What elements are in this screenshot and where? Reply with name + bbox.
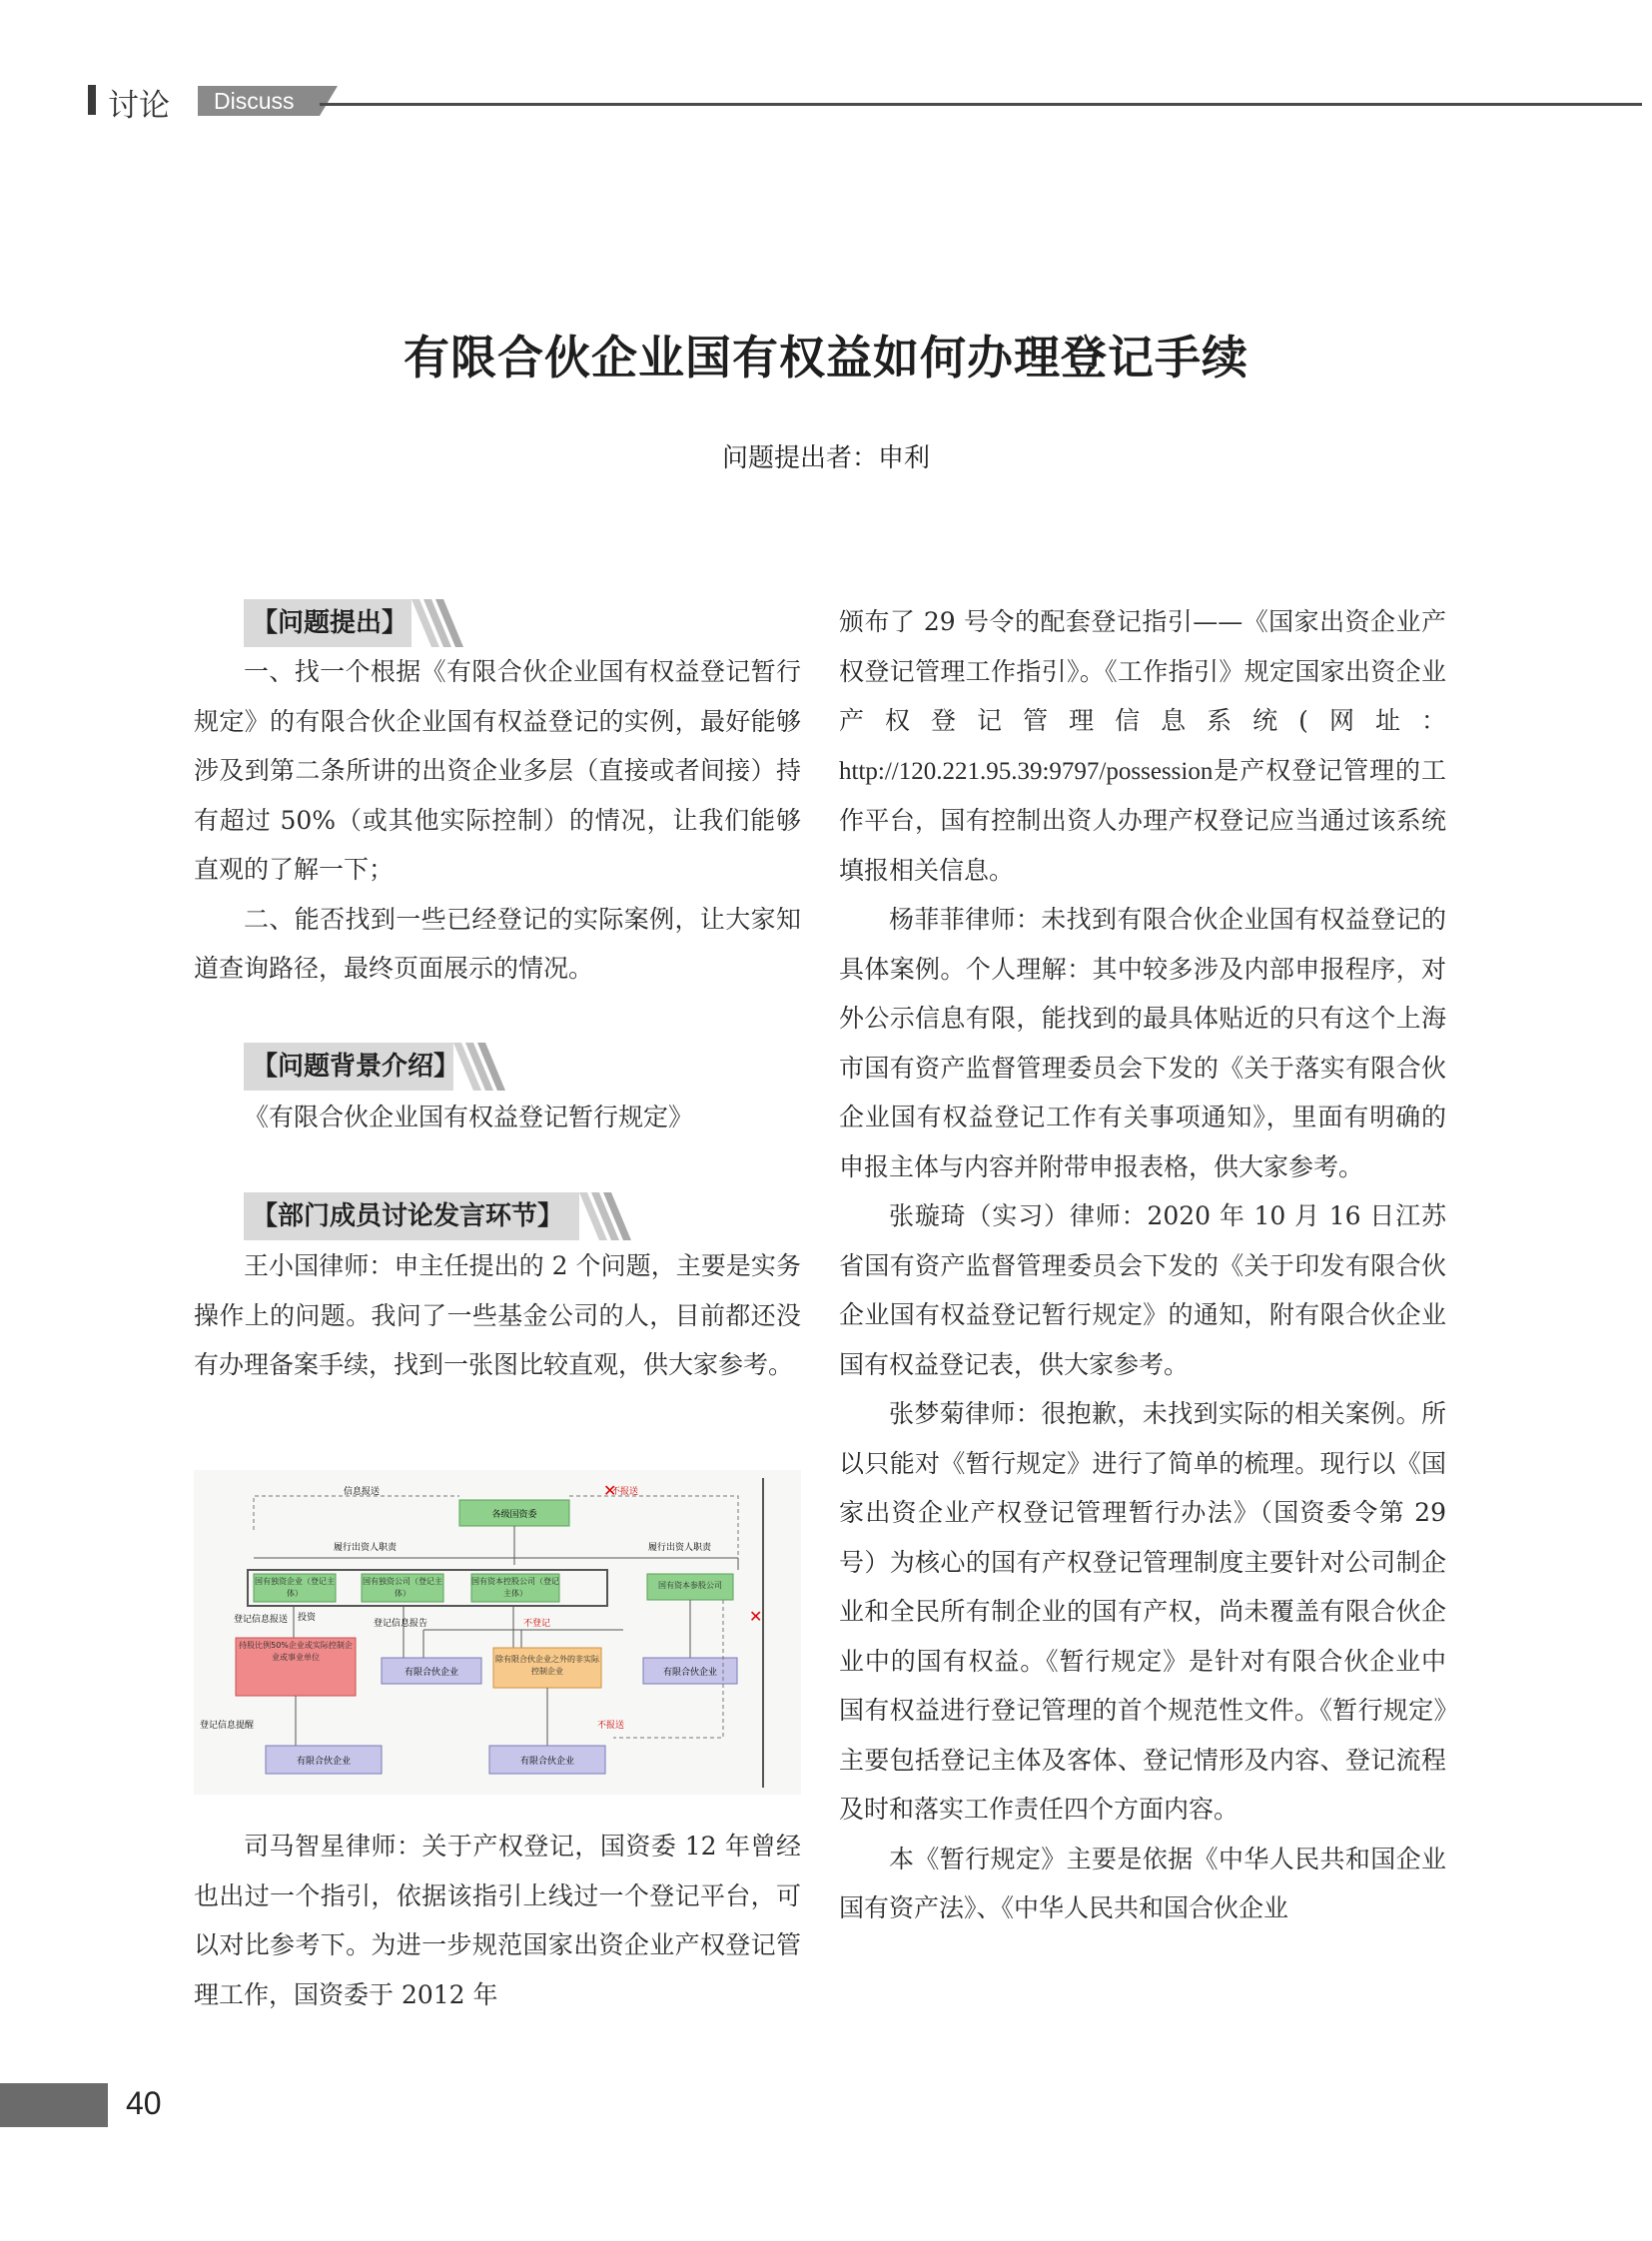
system-url: http://120.221.95.39:9797/possession [839,757,1214,785]
cross-icon: ✕ [603,1481,617,1500]
invest-node-a: 国有独资企业（登记主体） [255,1577,335,1598]
left-column-discussion [194,1241,801,1390]
section-heading-discussion: 【部门成员讨论发言环节】 [252,1201,564,1231]
section-label: 讨论 [108,88,170,124]
page-number: 40 [126,2085,162,2121]
header-rule [320,103,1642,106]
cross-icon: ✕ [749,1607,763,1626]
reg-note-label: 登记信息提醒 [200,1721,255,1731]
author-line: 问题提出者：申利 [721,443,930,473]
section-label-en: Discuss [214,88,295,114]
invest-label: 投资 [298,1613,317,1623]
paragraph: 一、找一个根据《有限合伙企业国有权益登记暂行规定》的有限合伙企业国有权益登记的实例，最好能够涉及到第二条所讲的出资企业多层（直接或者间接）持有超过 50%（或其他实际控制）的情况，让我们能够直观的了解一下； [194,657,801,884]
footer-bar [0,2083,108,2127]
left-column-top [194,647,801,994]
duty-label-left: 履行出资人职责 [334,1543,398,1553]
invest-node-d: 国有资本参股公司 [658,1581,722,1590]
paragraph-text: 颁布了 29 号令的配套登记指引——《国家出资企业产权登记管理工作指引》。《工作指引》规定国家出资企业产权登记管理信息系统(网址： [839,607,1446,735]
invest-node-c: 国有资本控股公司（登记主体） [471,1577,559,1598]
registration-flow-figure [194,1470,801,1795]
no-report-label: 不报送 [611,1487,639,1497]
paragraph-text: 是产权登记管理的工作平台，国有控制出资人办理产权登记应当通过该系统填报相关信息。 [839,755,1446,885]
info-report-label: 信息报送 [344,1487,381,1497]
reg-report-label-2: 登记信息报告 [374,1619,428,1629]
section-heading-question: 【问题提出】 [252,608,409,638]
duty-label-right: 履行出资人职责 [648,1543,712,1553]
bottom-left-lp-node: 有限合伙企业 [296,1757,352,1767]
left-column-bottom [194,1822,801,2019]
paragraph: 杨菲菲律师：未找到有限合伙企业国有权益登记的具体案例。个人理解：其中较多涉及内部申报程序，对外公示信息有限，能找到的最具体贴近的只有这个上海市国有资产监督管理委员会下发的《关于落实有限合伙企业国有权益登记工作有关事项通知》，里面有明确的申报主体与内容并附带申报表格，供大家参考。 [839,905,1446,1181]
mid-lp-node: 有限合伙企业 [404,1668,459,1678]
paragraph: 张璇琦（实习）律师：2020 年 10 月 16 日江苏省国有资产监督管理委员会下发的《关于印发有限合伙企业国有权益登记暂行规定》的通知，附有限合伙企业国有权益登记表，供大家参考。 [839,1201,1446,1379]
paragraph-cont [839,597,1446,895]
paragraph: 王小国律师：申主任提出的 2 个问题，主要是实务操作上的问题。我问了一些基金公司的人，目前都还没有办理备案手续，找到一张图比较直观，供大家参考。 [194,1251,801,1379]
right-column [839,597,1446,1933]
header-mark [88,85,96,115]
article-title: 有限合伙企业国有权益如何办理登记手续 [404,331,1248,384]
section-heading-background: 【问题背景介绍】 [252,1052,460,1082]
invest-node-b: 国有独资公司（登记主体） [363,1577,442,1598]
left-column-bg [194,1093,801,1142]
bottom-mid-lp-node: 有限合伙企业 [519,1757,575,1767]
top-node: 各级国资委 [491,1510,537,1520]
paragraph: 二、能否找到一些已经登记的实际案例，让大家知道查询路径，最终页面展示的情况。 [194,904,801,983]
paragraph: 张梦菊律师：很抱歉，未找到实际的相关案例。所以只能对《暂行规定》进行了简单的梳理。现行以《国家出资企业产权登记管理暂行办法》（国资委令第 29 号）为核心的国有产权登记管理制度主要针对公司制企业和全民所有制企业的国有产权，尚未覆盖有限合伙企业中的国有权益。《暂行规定》是针对有限合伙企业中国有权益进行登记管理的首个规范性文件。《暂行规定》主要包括登记主体及客体、登记情形及内容、登记流程及时和落实工作责任四个方面内容。 [839,1399,1446,1824]
no-register-label: 不登记 [523,1619,551,1629]
paragraph: 司马智星律师：关于产权登记，国资委 12 年曾经也出过一个指引，依据该指引上线过一个登记平台，可以对比参考下。为进一步规范国家出资企业产权登记管理工作，国资委于 2012 年 [194,1832,801,2009]
reg-report-label: 登记信息报送 [234,1615,289,1625]
orange-node: 除有限合伙企业之外的非实际控制企业 [495,1655,599,1676]
paragraph: 《有限合伙企业国有权益登记暂行规定》 [244,1103,694,1131]
right-lp-node: 有限合伙企业 [662,1668,718,1678]
no-report-label-2: 不报送 [597,1721,625,1731]
paragraph: 本《暂行规定》主要是依据《中华人民共和国企业国有资产法》、《中华人民共和国合伙企业 [839,1844,1446,1922]
red-node: 持股比例50%企业或实际控制企业或事业单位 [239,1641,353,1662]
